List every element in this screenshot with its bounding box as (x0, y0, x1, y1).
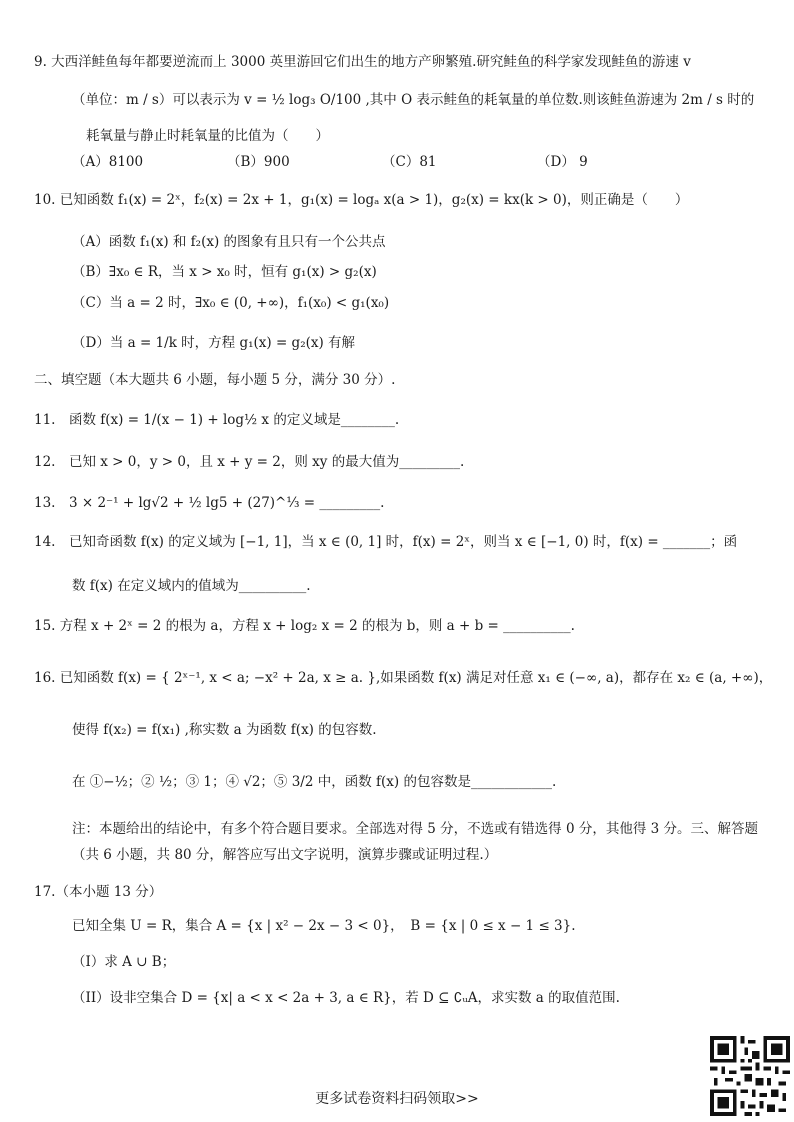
q17-part1: （I）求 A ∪ B； (72, 954, 176, 970)
section-heading-fill-in: 二、填空题（本大题共 6 小题，每小题 5 分，满分 30 分）. (34, 372, 396, 388)
q9-line1: 9. 大西洋鲑鱼每年都要逆流而上 3000 英里游回它们出生的地方产卵繁殖.研究鲑鱼的科学家发现鲑鱼的游速 v (34, 54, 691, 70)
q14-line1: 14. 已知奇函数 f(x) 的定义域为 [−1, 1]，当 x ∈ (0, 1] 时，f(x) = 2ˣ，则当 x ∈ [−1, 0) 时，f(x) = _______；函 (34, 534, 738, 550)
q14-line2: 数 f(x) 在定义域内的值域为__________. (72, 578, 311, 594)
q17-part2: （II）设非空集合 D = {x| a < x < 2a + 3, a ∈ R}，若 D ⊆ ∁ᵤA，求实数 a 的取值范围. (72, 990, 620, 1006)
q10-option-b: （B）∃x₀ ∈ R，当 x > x₀ 时，恒有 g₁(x) > g₂(x) (72, 264, 377, 280)
q17-title: 17.（本小题 13 分） (34, 884, 163, 900)
q9-line3: 耗氧量与静止时耗氧量的比值为（ ） (86, 128, 329, 144)
question-12: 12. 已知 x > 0，y > 0，且 x + y = 2，则 xy 的最大值为_________. (34, 454, 465, 470)
q16-line3: 在 ①−½；② ½；③ 1；④ √2；⑤ 3/2 中，函数 f(x) 的包容数是____________. (72, 774, 557, 790)
q10-stem: 10. 已知函数 f₁(x) = 2ˣ，f₂(x) = 2x + 1，g₁(x) = logₐ x(a > 1)，g₂(x) = kx(k > 0)，则正确是（ ） (34, 192, 689, 208)
q17-stem: 已知全集 U = R，集合 A = {x | x² − 2x − 3 < 0}， B = {x | 0 ≤ x − 1 ≤ 3}. (72, 918, 576, 934)
q10-option-a: （A）函数 f₁(x) 和 f₂(x) 的图象有且只有一个公共点 (72, 234, 386, 250)
q9-options (72, 152, 612, 172)
q9-option-d: （D） 9 (537, 154, 588, 170)
footer-scan-prompt: 更多试卷资料扫码领取>> (315, 1091, 479, 1107)
q9-line2: （单位：m / s）可以表示为 v = ½ log₃ O/100 ,其中 O 表示鲑鱼的耗氧量的单位数.则该鲑鱼游速为 2m / s 时的 (72, 92, 755, 108)
q16-line2: 使得 f(x₂) = f(x₁) ,称实数 a 为函数 f(x) 的包容数. (72, 722, 377, 738)
question-15: 15. 方程 x + 2ˣ = 2 的根为 a，方程 x + log₂ x = 2 的根为 b，则 a + b = __________. (34, 618, 575, 634)
q9-option-a: （A）8100 (72, 154, 144, 170)
grading-note: 注：本题给出的结论中，有多个符合题目要求。全部选对得 5 分，不选或有错选得 0 分，其他得 3 分。三、解答题（共 6 小题，共 80 分，解答应写出文字说明，演算步骤或证明过程.） (72, 821, 759, 863)
question-13: 13. 3 × 2⁻¹ + lg√2 + ½ lg5 + (27)^⅓ = _________. (34, 495, 385, 511)
q10-option-c: （C）当 a = 2 时，∃x₀ ∈ (0, +∞)，f₁(x₀) < g₁(x₀) (72, 295, 390, 311)
q9-option-b: （B）900 (227, 154, 290, 170)
q9-option-c: （C）81 (382, 154, 437, 170)
q16-line1: 16. 已知函数 f(x) = { 2ˣ⁻¹, x < a; −x² + 2a, x ≥ a. },如果函数 f(x) 满足对任意 x₁ ∈ (−∞, a)，都存在 x₂ ∈ (a, +∞)， (34, 670, 773, 686)
question-11: 11. 函数 f(x) = 1/(x − 1) + log½ x 的定义域是________. (34, 412, 400, 428)
q10-option-d: （D）当 a = 1/k 时，方程 g₁(x) = g₂(x) 有解 (72, 335, 356, 351)
